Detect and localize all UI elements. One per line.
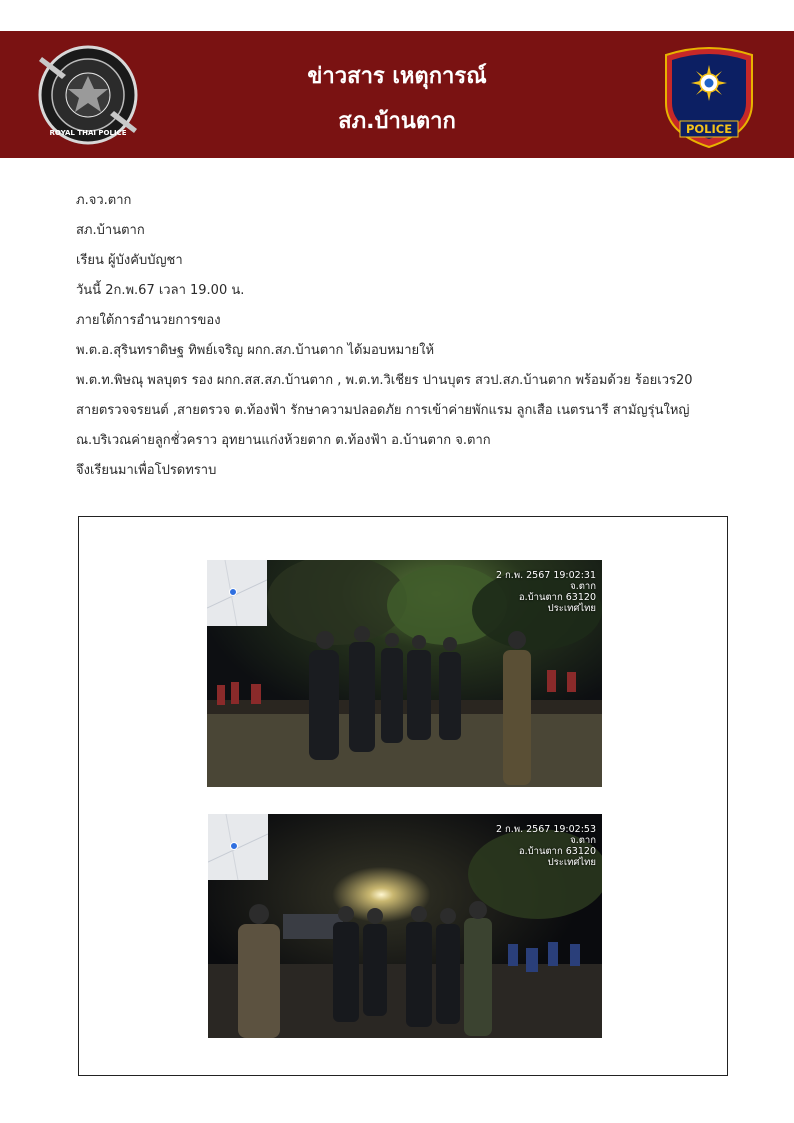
header-banner	[0, 31, 794, 158]
page-title: ข่าวสาร เหตุการณ์	[307, 64, 487, 89]
report-text	[76, 186, 736, 486]
event-photo-1	[207, 560, 602, 787]
photo-timestamp: 2 ก.พ. 2567 19:02:53	[495, 824, 596, 835]
report-line: เรียน ผู้บังคับบัญชา	[76, 253, 183, 268]
photo-frame	[78, 516, 728, 1076]
event-photo-2	[208, 814, 602, 1038]
photo-country: ประเทศไทย	[547, 857, 596, 868]
police-shield-badge-icon	[658, 43, 760, 149]
report-line: ภ.จว.ตาก	[76, 193, 132, 208]
report-line: วันนี้ 2ก.พ.67 เวลา 19.00 น.	[76, 283, 245, 298]
location-map-thumbnail-icon	[208, 814, 268, 880]
report-line: พ.ต.อ.สุรินทราดิษฐ ทิพย์เจริญ ผกก.สภ.บ้านตาก ได้มอบหมายให้	[76, 343, 435, 358]
location-map-thumbnail-icon	[207, 560, 267, 626]
photo-district: อ.บ้านตาก 63120	[518, 592, 596, 603]
photo-district: อ.บ้านตาก 63120	[518, 846, 596, 857]
photo-stamp	[496, 570, 596, 614]
report-line: ภายใต้การอำนวยการของ	[76, 313, 221, 328]
report-line: จึงเรียนมาเพื่อโปรดทราบ	[76, 463, 217, 478]
photo-province: จ.ตาก	[570, 835, 596, 846]
photo-stamp	[496, 824, 596, 868]
photo-province: จ.ตาก	[570, 581, 596, 592]
report-line: พ.ต.ท.พิษณุ พลบุตร รอง ผกก.สส.สภ.บ้านตาก , พ.ต.ท.วิเชียร ปานบุตร สวป.สภ.บ้านตาก พร้อมด้วย ร้อยเวร20	[76, 373, 693, 388]
photo-timestamp: 2 ก.พ. 2567 19:02:31	[495, 570, 596, 581]
svg-text:ROYAL THAI POLICE: ROYAL THAI POLICE	[49, 129, 127, 137]
report-line: สภ.บ้านตาก	[76, 223, 145, 238]
report-line: สายตรวจจรยนต์ ,สายตรวจ ต.ท้องฟ้า รักษาความปลอดภัย การเข้าค่ายพักแรม ลูกเสือ เนตรนารี สามัญรุ่นใหญ่	[76, 403, 690, 418]
police-badge-text: POLICE	[685, 122, 733, 136]
photo-country: ประเทศไทย	[547, 603, 596, 614]
report-line: ณ.บริเวณค่ายลูกชั่วคราว อุทยานแก่งห้วยตาก ต.ท้องฟ้า อ.บ้านตาก จ.ตาก	[76, 433, 491, 448]
station-name: สภ.บ้านตาก	[338, 109, 456, 134]
